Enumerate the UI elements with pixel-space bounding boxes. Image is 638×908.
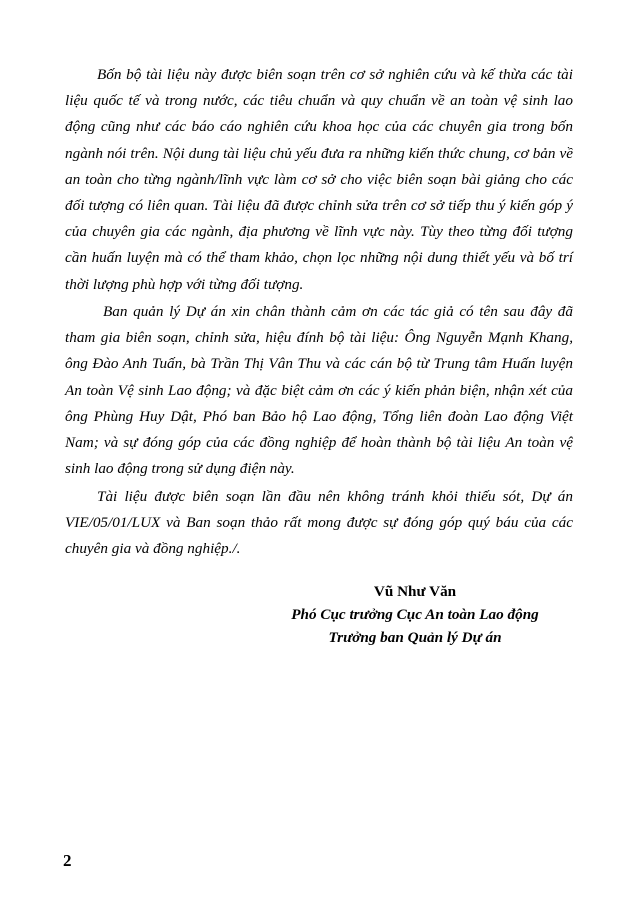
page-number: 2	[63, 851, 72, 870]
paragraph-intro: Bốn bộ tài liệu này được biên soạn trên cơ sở nghiên cứu và kế thừa các tài liệu quốc tế và trong nước, các tiêu chuẩn và quy chuẩn về an toàn vệ sinh lao động cũng như các báo cáo nghiên cứu khoa học của các chuyên gia trong bốn ngành nói trên. Nội dung tài liệu chủ yếu đưa ra những kiến thức chung, cơ bản về an toàn cho từng ngành/lĩnh vực làm cơ sở cho việc biên soạn bài giảng cho các đối tượng có liên quan. Tài liệu đã được chỉnh sửa trên cơ sở tiếp thu ý kiến góp ý của chuyên gia các ngành, địa phương về lĩnh vực này. Tùy theo từng đối tượng cần huấn luyện mà có thể tham khảo, chọn lọc những nội dung thiết yếu và bố trí thời lượng phù hợp với từng đối tượng.	[65, 66, 573, 293]
signer-name: Vũ Như Văn	[373, 583, 457, 600]
signer-title-line2: Trưởng ban Quản lý Dự án	[328, 629, 502, 646]
paragraph-closing: Tài liệu được biên soạn lần đầu nên không tránh khỏi thiếu sót, Dự án VIE/05/01/LUX và Ban soạn thảo rất mong được sự đóng góp quý báu của các chuyên gia và đồng nghiệp./.	[65, 488, 573, 558]
signer-title-line1: Phó Cục trưởng Cục An toàn Lao động	[291, 606, 539, 623]
signature-block	[260, 580, 570, 649]
paragraph-acknowledgements: Ban quản lý Dự án xin chân thành cảm ơn các tác giả có tên sau đây đã tham gia biên soạn, chỉnh sửa, hiệu đính bộ tài liệu: Ông Nguyễn Mạnh Khang, ông Đào Anh Tuấn, bà Trần Thị Vân Thu và các cán bộ từ Trung tâm Huấn luyện An toàn Vệ sinh Lao động; và đặc biệt cảm ơn các ý kiến phản biện, nhận xét của ông Phùng Huy Dật, Phó ban Bảo hộ Lao động, Tổng liên đoàn Lao động Việt Nam; và sự đóng góp của các đồng nghiệp để hoàn thành bộ tài liệu An toàn vệ sinh lao động trong sử dụng điện này.	[65, 303, 573, 478]
